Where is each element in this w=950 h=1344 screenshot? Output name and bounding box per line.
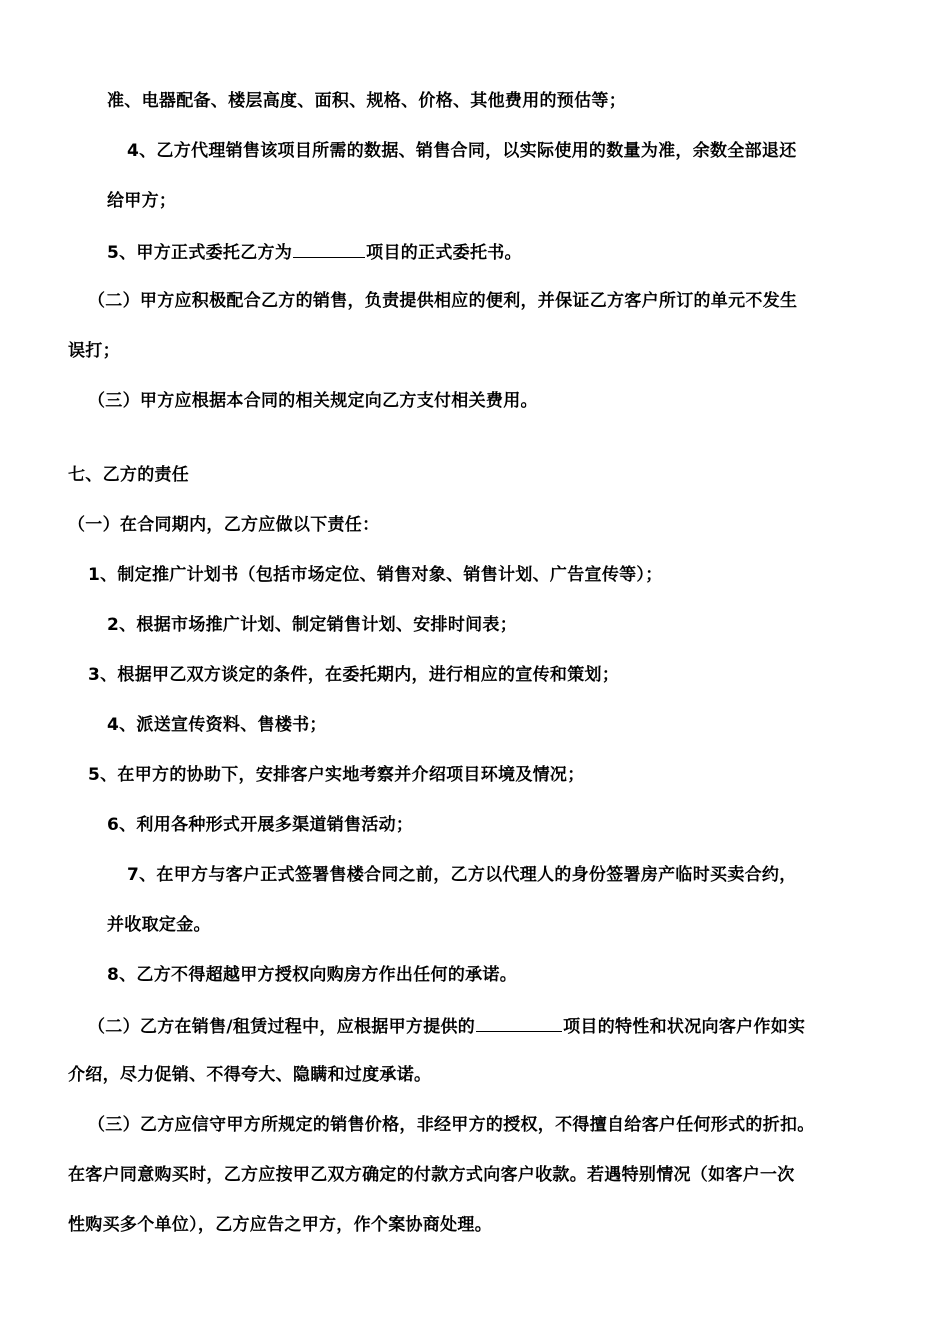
paragraph-line: 在客户同意购买时，乙方应按甲乙双方确定的付款方式向客户收款。若遇特别情况（如客户一次	[68, 1165, 795, 1185]
line-text: （二）乙方在销售/租赁过程中，应根据甲方提供的	[88, 1017, 476, 1037]
paragraph-line: （三）甲方应根据本合同的相关规定向乙方支付相关费用。	[88, 391, 538, 411]
section-heading: 七、乙方的责任	[68, 465, 190, 485]
paragraph-line: （三）乙方应信守甲方所规定的销售价格，非经甲方的授权，不得擅自给客户任何形式的折扣。	[88, 1115, 815, 1135]
paragraph-line	[107, 240, 522, 264]
line-text: 5、甲方正式委托乙方为	[107, 243, 293, 263]
fill-in-blank	[293, 240, 365, 258]
paragraph-line: 准、电器配备、楼层高度、面积、规格、价格、其他费用的预估等；	[107, 91, 626, 111]
list-item: 6、利用各种形式开展多渠道销售活动；	[107, 815, 414, 835]
list-item: 3、根据甲乙双方谈定的条件，在委托期内，进行相应的宣传和策划；	[88, 665, 620, 685]
list-item: 1、制定推广计划书（包括市场定位、销售对象、销售计划、广告宣传等）；	[88, 565, 663, 585]
paragraph-line: （二）甲方应积极配合乙方的销售，负责提供相应的便利，并保证乙方客户所订的单元不发生	[88, 291, 798, 311]
list-item: 5、在甲方的协助下，安排客户实地考察并介绍项目环境及情况；	[88, 765, 585, 785]
list-item: 2、根据市场推广计划、制定销售计划、安排时间表；	[107, 615, 518, 635]
list-item: 4、派送宣传资料、售楼书；	[107, 715, 327, 735]
paragraph-line: 性购买多个单位），乙方应告之甲方，作个案协商处理。	[68, 1215, 492, 1235]
list-item: 7、在甲方与客户正式签署售楼合同之前，乙方以代理人的身份签署房产临时买卖合约，	[127, 865, 797, 885]
paragraph-line: 给甲方；	[107, 191, 177, 211]
paragraph-line: 介绍，尽力促销、不得夸大、隐瞒和过度承诺。	[68, 1065, 432, 1085]
paragraph-line	[88, 1014, 805, 1038]
fill-in-blank	[476, 1014, 562, 1032]
line-text: 项目的正式委托书。	[366, 243, 522, 263]
paragraph-line: （一）在合同期内，乙方应做以下责任：	[68, 515, 380, 535]
line-text: 项目的特性和状况向客户作如实	[563, 1017, 806, 1037]
paragraph-line: 4、乙方代理销售该项目所需的数据、销售合同，以实际使用的数量为准，余数全部退还	[127, 141, 797, 161]
paragraph-line: 误打；	[68, 341, 120, 361]
list-item: 并收取定金。	[107, 915, 211, 935]
list-item: 8、乙方不得超越甲方授权向购房方作出任何的承诺。	[107, 965, 518, 985]
